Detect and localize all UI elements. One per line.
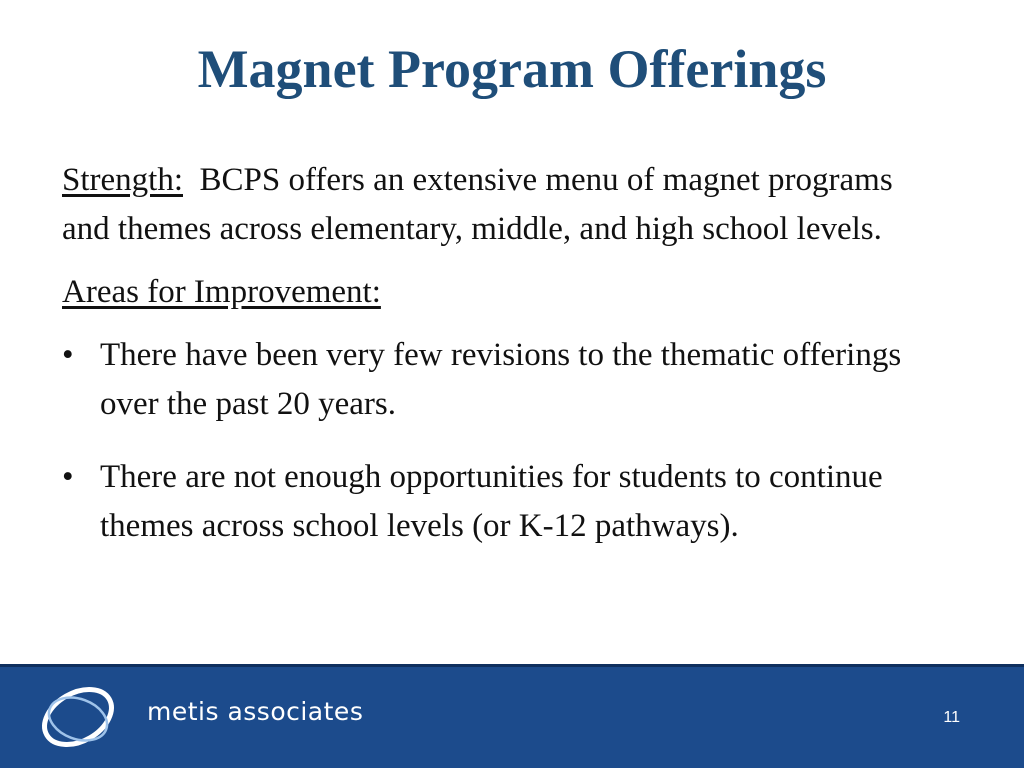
slide-title: Magnet Program Offerings (197, 39, 827, 99)
footer-bar (0, 664, 1024, 768)
bullet-icon: • (62, 459, 74, 495)
strength-paragraph (62, 156, 942, 254)
bullet-icon: • (62, 337, 74, 373)
metis-rings-logo-icon (36, 675, 120, 759)
slide-body (62, 156, 942, 575)
list-item (62, 453, 942, 551)
page-number: 11 (943, 709, 960, 726)
areas-paragraph (62, 268, 942, 317)
list-item (62, 331, 942, 429)
areas-label: Areas for Improvement: (62, 274, 381, 310)
improvement-list (62, 331, 942, 551)
bullet-text: There have been very few revisions to the thematic offerings over the past 20 years. (100, 337, 902, 422)
strength-text: BCPS offers an extensive menu of magnet programs and themes across elementary, middle, and high school levels. (62, 162, 893, 247)
brand-name: metis associates (147, 697, 364, 726)
bullet-text: There are not enough opportunities for students to continue themes across school levels (or K-12 pathways). (100, 459, 883, 544)
strength-label: Strength: (62, 162, 183, 198)
